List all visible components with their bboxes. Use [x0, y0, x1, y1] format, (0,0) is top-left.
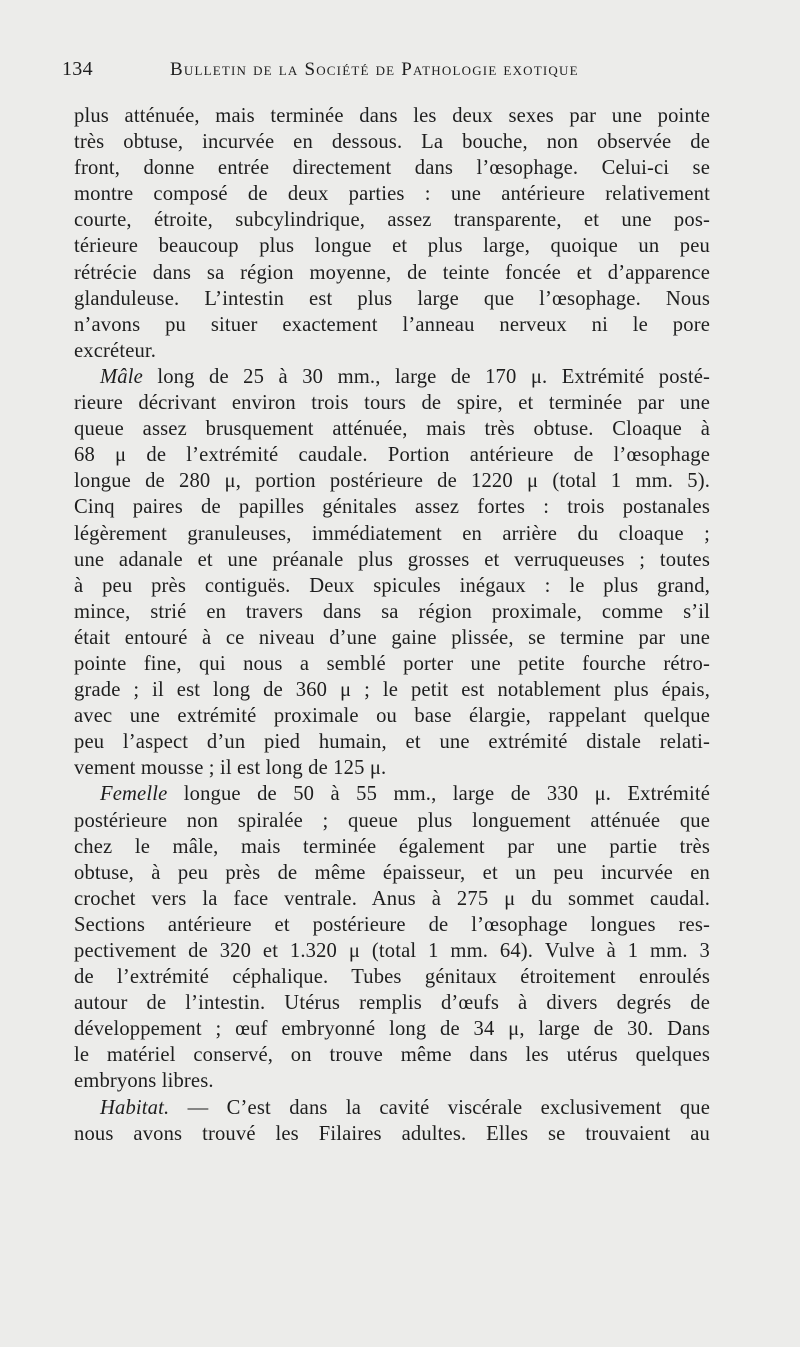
text-line: développement ; œuf embryonné long de 34 μ, large de 30. Dans [74, 1018, 710, 1041]
female-label: Femelle [100, 783, 168, 806]
text-line: chez le mâle, mais terminée également par une partie très [74, 835, 710, 858]
text-line: une adanale et une préanale plus grosses et verruqueuses ; toutes [74, 548, 710, 571]
paragraph-description [74, 103, 710, 364]
text-line: le matériel conservé, on trouve même dans les utérus quelques [74, 1044, 710, 1067]
text-line: pectivement de 320 et 1.320 μ (total 1 mm. 64). Vulve à 1 mm. 3 [74, 940, 710, 962]
text-line: était entouré à ce niveau d’une gaine plissée, se termine par une [74, 626, 710, 649]
text-line: postérieure non spiralée ; queue plus longuement atténuée que [74, 809, 710, 832]
text-line: pointe fine, qui nous a semblé porter une petite fourche rétro- [74, 652, 710, 675]
text-line: nous avons trouvé les Filaires adultes. Elles se trouvaient au [74, 1122, 710, 1145]
text-line: très obtuse, incurvée en dessous. La bouche, non observée de [74, 131, 710, 154]
text-line: rieure décrivant environ trois tours de spire, et terminée par une [74, 392, 710, 415]
text-line: crochet vers la face ventrale. Anus à 275 μ du sommet caudal. [74, 887, 710, 910]
paragraph-male [74, 364, 710, 782]
female-first-line: longue de 50 à 55 mm., large de 330 μ. Extrémité [167, 783, 710, 806]
text-line: Sections antérieure et postérieure de l’œsophage longues res- [74, 913, 710, 936]
male-first-line: long de 25 à 30 mm., large de 170 μ. Extrémité posté- [142, 365, 710, 388]
habitat-first-line: — C’est dans la cavité viscérale exclusivement que [169, 1096, 710, 1119]
text-line: à peu près contiguës. Deux spicules inégaux : le plus grand, [74, 574, 710, 597]
paragraph-habitat [74, 1095, 710, 1147]
text-line: 68 μ de l’extrémité caudale. Portion antérieure de l’œsophage [74, 444, 710, 467]
text-line: de l’extrémité céphalique. Tubes génitaux étroitement enroulés [74, 966, 710, 989]
text-line: plus atténuée, mais terminée dans les deux sexes par une pointe [74, 105, 710, 127]
text-line: courte, étroite, subcylindrique, assez transparente, et une pos- [74, 209, 710, 232]
text-line: mince, strié en travers dans sa région proximale, comme s’il [74, 600, 710, 623]
male-label: Mâle [100, 365, 143, 388]
text-line: montre composé de deux parties : une antérieure relativement [74, 183, 710, 206]
text-line [74, 1095, 710, 1121]
text-line [74, 781, 710, 807]
text-line: longue de 280 μ, portion postérieure de 1220 μ (total 1 mm. 5). [74, 470, 710, 493]
journal-title: Bulletin de la Société de Pathologie exotique [170, 59, 579, 80]
paragraph-female [74, 781, 710, 1094]
text-line: embryons libres. [74, 1070, 214, 1093]
text-line: rétrécie dans sa région moyenne, de teinte foncée et d’apparence [74, 261, 710, 284]
text-line: excréteur. [74, 339, 157, 362]
text-line: n’avons pu situer exactement l’anneau nerveux ni le pore [74, 313, 710, 336]
text-line: avec une extrémité proximale ou base élargie, rappelant quelque [74, 705, 710, 728]
text-line: autour de l’intestin. Utérus remplis d’œufs à divers degrés de [74, 992, 710, 1015]
text-line: vement mousse ; il est long de 125 μ. [74, 757, 387, 780]
page-number: 134 [62, 58, 93, 80]
body-text [62, 103, 710, 1147]
text-line: térieure beaucoup plus longue et plus large, quoique un peu [74, 235, 710, 258]
text-line: queue assez brusquement atténuée, mais très obtuse. Cloaque à [74, 418, 710, 441]
running-header [62, 58, 710, 81]
text-line: Cinq paires de papilles génitales assez fortes : trois postanales [74, 496, 710, 519]
text-line: légèrement granuleuses, immédiatement en arrière du cloaque ; [74, 522, 710, 545]
text-line: peu l’aspect d’un pied humain, et une extrémité distale relati- [74, 731, 710, 754]
text-line: glanduleuse. L’intestin est plus large que l’œsophage. Nous [74, 287, 710, 310]
text-line: obtuse, à peu près de même épaisseur, et un peu incurvée en [74, 861, 710, 884]
text-line: grade ; il est long de 360 μ ; le petit est notablement plus épais, [74, 679, 710, 702]
text-line: front, donne entrée directement dans l’œsophage. Celui-ci se [74, 157, 710, 180]
habitat-label: Habitat. [100, 1096, 170, 1119]
text-line [74, 364, 710, 390]
